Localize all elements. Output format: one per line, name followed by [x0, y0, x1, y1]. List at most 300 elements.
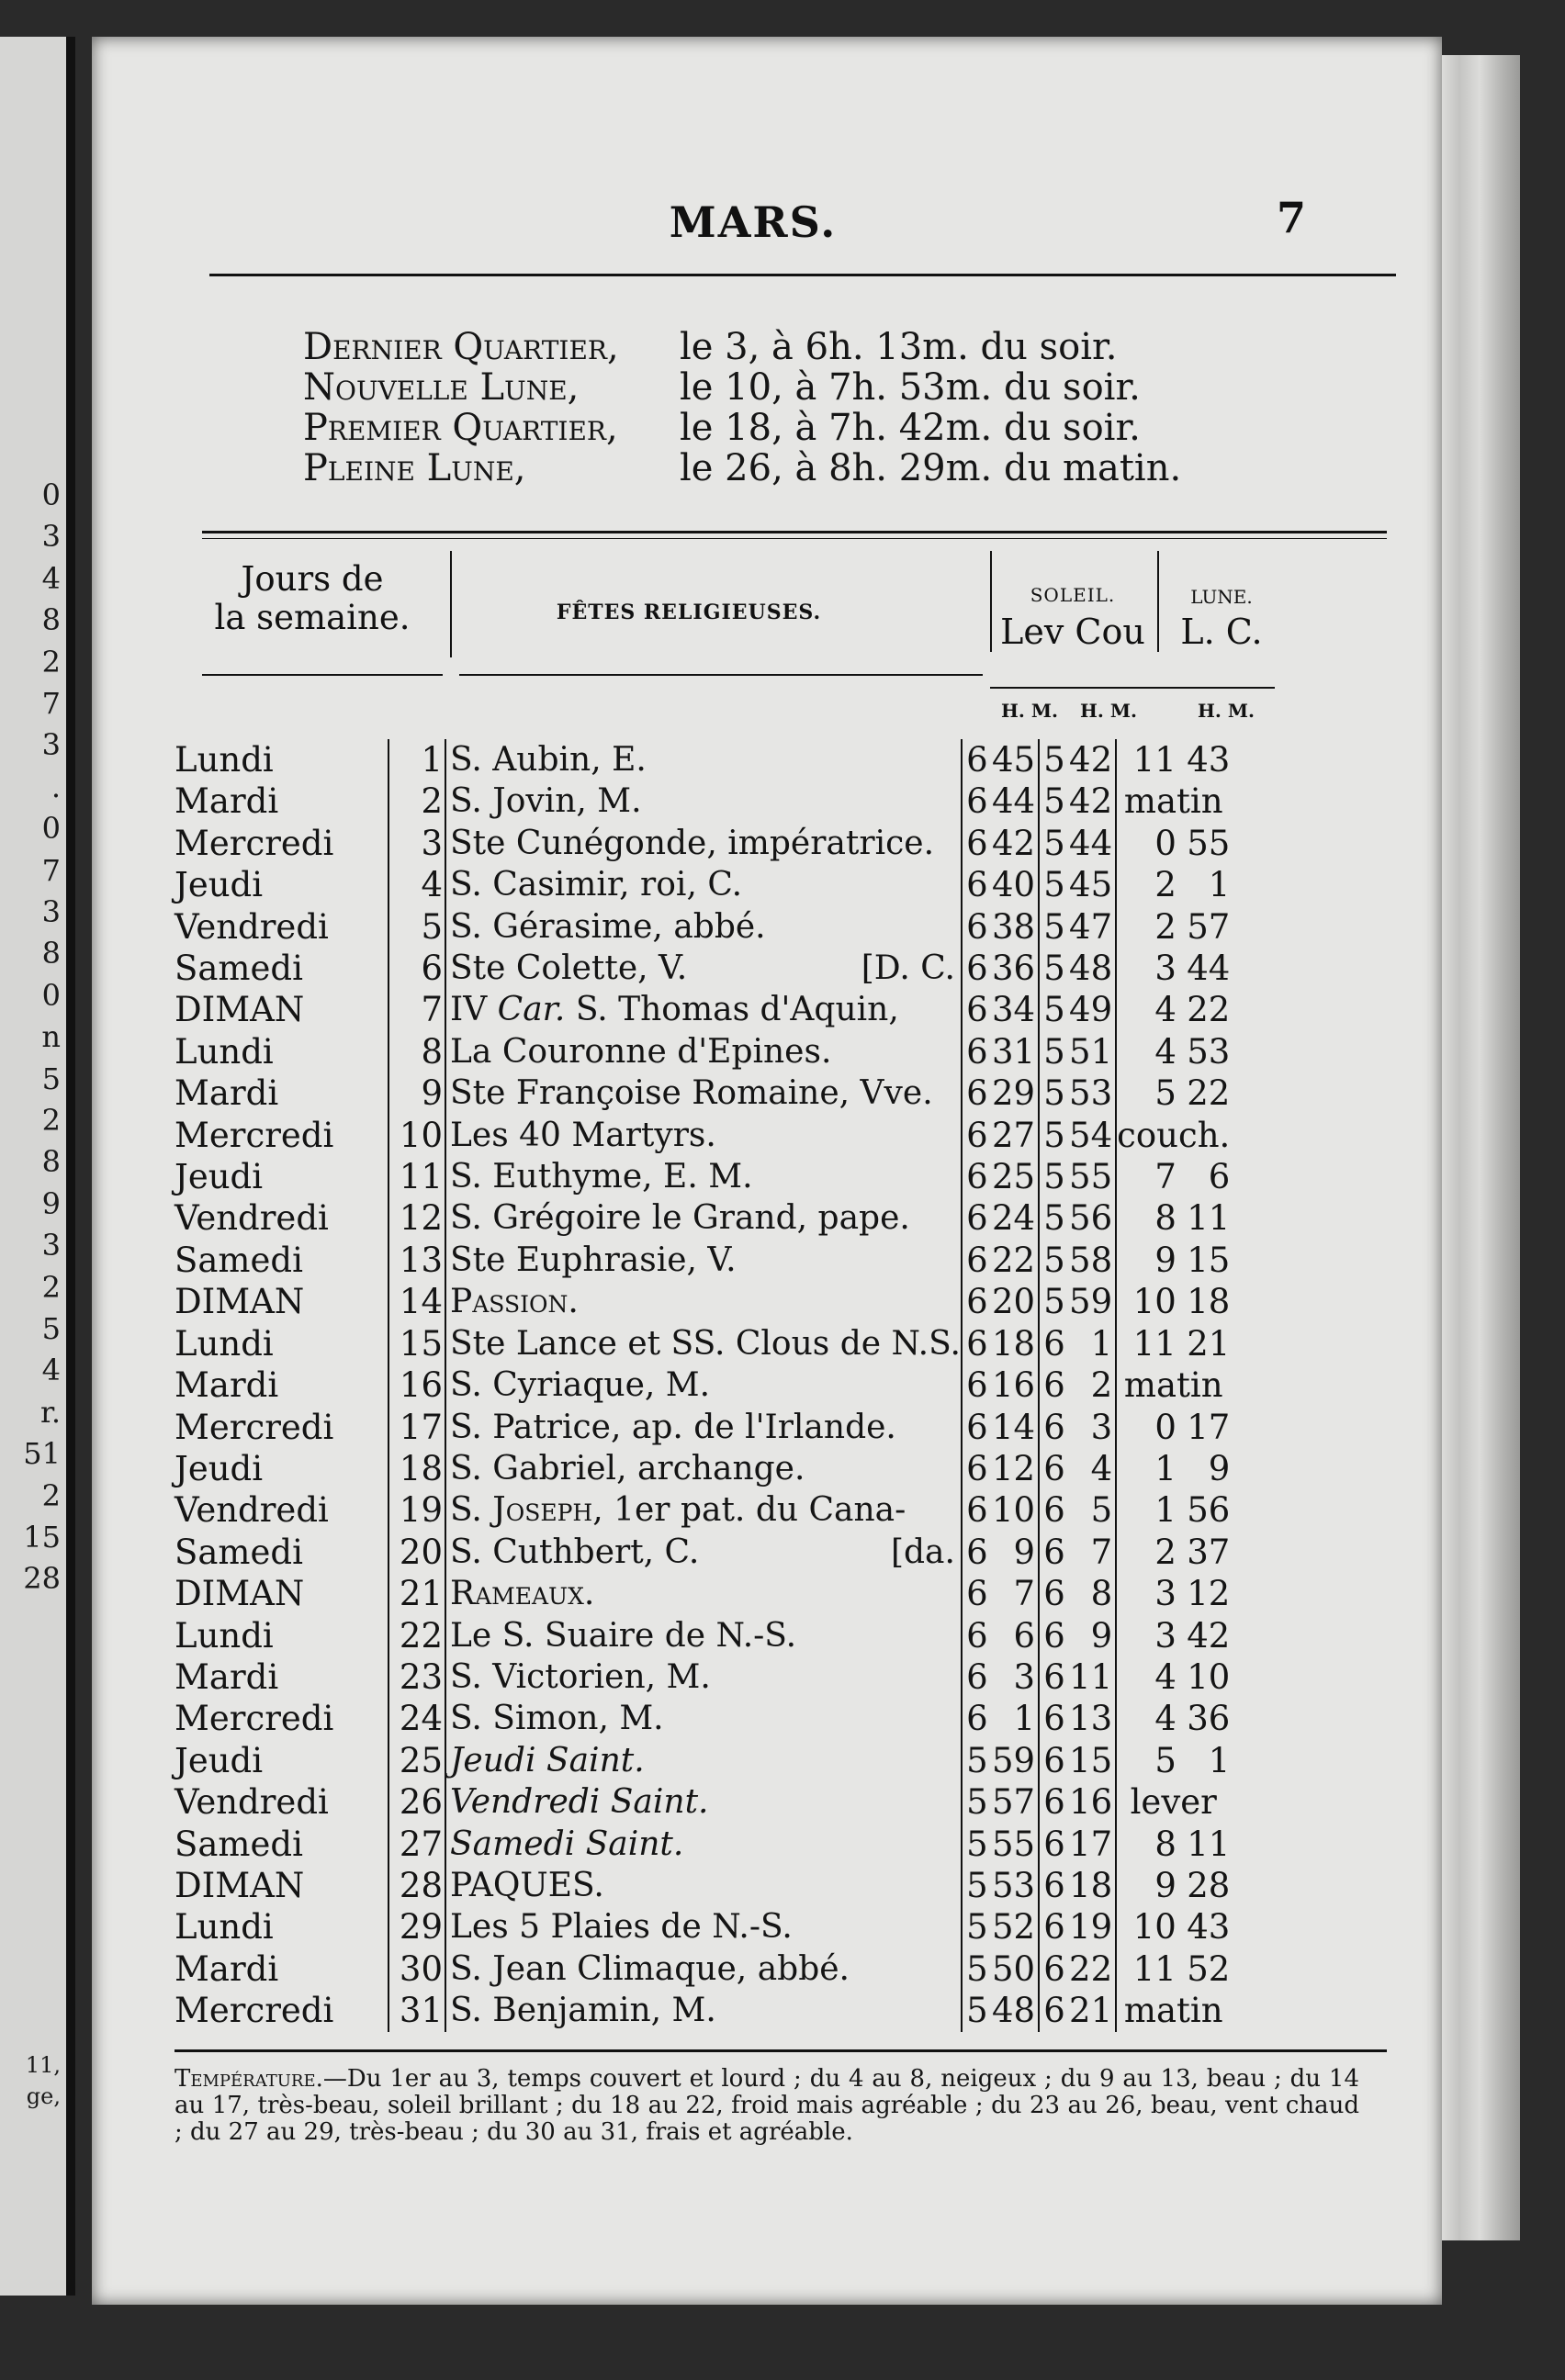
sunrise-minute: 3 — [1013, 1656, 1036, 1697]
moon-minute: 15 — [1187, 1240, 1231, 1280]
sunset-minute: 4 — [1090, 1448, 1113, 1488]
sunrise-minute: 7 — [1013, 1574, 1036, 1614]
sunrise-minute: 18 — [991, 1323, 1036, 1364]
calendar-row — [175, 1906, 1230, 1948]
sunrise-hour: 6 — [962, 1364, 992, 1406]
feast-text: S. Patrice, ap. de l'Irlande. — [450, 1408, 896, 1446]
day-number: 25 — [388, 1740, 445, 1781]
day-number: 28 — [388, 1865, 445, 1906]
moon-phase-time: le 10, à 7h. 53m. du soir. — [680, 366, 1141, 409]
weekday: Samedi — [175, 1532, 303, 1572]
sunset-hour: 6 — [1039, 1740, 1069, 1781]
header-fetes: FÊTES RELIGIEUSES. — [556, 601, 822, 624]
margin-fragment: 11, — [25, 2052, 61, 2078]
feast-name — [445, 1407, 962, 1448]
sunset-minute: 53 — [1069, 1073, 1113, 1114]
moon-phase-row — [303, 447, 1182, 489]
feast-text: S. Victorien, M. — [450, 1657, 711, 1696]
calendar-row — [175, 989, 1230, 1030]
feast-text: , 1er pat. du Cana- — [592, 1491, 906, 1530]
day-number: 7 — [388, 989, 445, 1030]
sunrise-hour: 6 — [962, 739, 992, 780]
weekday: Lundi — [175, 1615, 274, 1656]
sunset-hour: 5 — [1039, 948, 1069, 989]
calendar-row — [175, 1407, 1230, 1448]
margin-fragment: ge, — [26, 2083, 61, 2109]
moon-hour: 2 — [1116, 864, 1177, 905]
page-number: 7 — [1277, 193, 1307, 242]
sunrise-hour: 6 — [962, 1448, 992, 1489]
margin-fragment: 15 — [23, 1520, 61, 1555]
sunset-minute: 42 — [1069, 781, 1113, 822]
day-number: 2 — [388, 780, 445, 822]
weekday: Samedi — [175, 949, 303, 989]
feast-text: S. Jean Climaque, abbé. — [450, 1949, 850, 1988]
header-soleil-cols: Lev Cou — [1000, 612, 1145, 652]
feast-text: Ste Euphrasie, V. — [450, 1241, 737, 1279]
feast-italic: Car. — [497, 991, 566, 1029]
calendar-row — [175, 1115, 1230, 1156]
day-number: 31 — [388, 1990, 445, 2031]
feast-name — [445, 1072, 962, 1114]
feast-name — [445, 1323, 962, 1364]
moon-phase-time: le 3, à 6h. 13m. du soir. — [680, 326, 1118, 368]
sunset-hour: 5 — [1039, 989, 1069, 1030]
moon-hour: 9 — [1116, 1865, 1177, 1906]
calendar-row — [175, 1573, 1230, 1614]
weekday: DIMAN — [175, 1574, 305, 1614]
weekday: Vendredi — [175, 1490, 329, 1531]
moon-phase-row — [303, 407, 1141, 449]
sunrise-hour: 6 — [962, 1532, 992, 1573]
moon-minute: 11 — [1187, 1198, 1231, 1239]
sunset-hour: 5 — [1039, 1031, 1069, 1072]
sunset-minute: 54 — [1069, 1115, 1113, 1155]
calendar-row — [175, 864, 1230, 905]
sunrise-hour: 5 — [962, 1948, 992, 1990]
header-divider-1 — [450, 551, 452, 657]
weekday: DIMAN — [175, 1865, 305, 1905]
weekday: Jeudi — [175, 1740, 264, 1780]
moon-hour: 4 — [1116, 1698, 1177, 1739]
moon-event: matin — [1116, 1990, 1230, 2031]
feast-prefix: IV — [450, 991, 498, 1029]
sunrise-minute: 53 — [991, 1865, 1036, 1905]
sunrise-minute: 1 — [1013, 1699, 1036, 1739]
calendar-row — [175, 1740, 1230, 1781]
sunset-hour: 6 — [1039, 1906, 1069, 1948]
margin-fragment: 2 — [41, 1269, 61, 1305]
feast-text: S. Jovin, M. — [450, 782, 642, 821]
moon-minute: 37 — [1187, 1532, 1231, 1572]
moon-minute: 17 — [1187, 1407, 1231, 1447]
sunset-hour: 6 — [1039, 1824, 1069, 1865]
calendar-row — [175, 1781, 1230, 1823]
day-number: 3 — [388, 823, 445, 864]
moon-hour: 8 — [1116, 1824, 1177, 1865]
weekday: Vendredi — [175, 1198, 329, 1239]
moon-phase-name: Dernier Quartier, — [303, 326, 619, 368]
feast-name — [445, 1865, 962, 1906]
sunset-minute: 48 — [1069, 949, 1113, 989]
sunrise-minute: 12 — [991, 1448, 1036, 1488]
gutter-shadow — [66, 37, 75, 2296]
weekday: Mardi — [175, 1656, 279, 1697]
sunset-minute: 51 — [1069, 1031, 1113, 1072]
facing-page-edge — [0, 37, 75, 2296]
day-number: 24 — [388, 1698, 445, 1739]
header-jours-line2: la semaine. — [214, 598, 411, 637]
day-number: 17 — [388, 1407, 445, 1448]
moon-minute: 11 — [1187, 1824, 1231, 1864]
sunset-hour: 6 — [1039, 1364, 1069, 1406]
top-rule — [209, 274, 1396, 276]
day-number: 20 — [388, 1532, 445, 1573]
sunrise-hour: 6 — [962, 1072, 992, 1114]
feast-name — [445, 739, 962, 780]
margin-fragment: 9 — [41, 1185, 61, 1221]
feast-text: S. Aubin, E. — [450, 741, 647, 779]
calendar-row — [175, 1532, 1230, 1573]
feast-text: Ste Lance et SS. Clous de N.S. — [450, 1324, 961, 1363]
weekday: Mardi — [175, 1365, 279, 1406]
day-number: 21 — [388, 1573, 445, 1614]
sunset-minute: 5 — [1090, 1490, 1113, 1531]
sunrise-hour: 6 — [962, 1031, 992, 1072]
weekday: Mercredi — [175, 823, 334, 863]
day-number: 15 — [388, 1323, 445, 1364]
sunset-minute: 1 — [1090, 1323, 1113, 1364]
calendar-row — [175, 948, 1230, 989]
feast-italic: Samedi Saint. — [450, 1824, 684, 1863]
calendar-row — [175, 1948, 1230, 1990]
sunset-hour: 6 — [1039, 1698, 1069, 1739]
header-soleil: SOLEIL. — [1030, 584, 1116, 606]
moon-hour: 4 — [1116, 1031, 1177, 1072]
sunrise-minute: 57 — [991, 1782, 1036, 1823]
weekday: Lundi — [175, 1907, 274, 1948]
calendar-row — [175, 1281, 1230, 1322]
sunset-minute: 49 — [1069, 990, 1113, 1030]
feast-name — [445, 1573, 962, 1614]
sunrise-hour: 6 — [962, 1240, 992, 1281]
sunset-hour: 5 — [1039, 1115, 1069, 1156]
sunrise-hour: 6 — [962, 1489, 992, 1531]
feast-name — [445, 1115, 962, 1156]
sunrise-minute: 52 — [991, 1907, 1036, 1948]
sunrise-hour: 6 — [962, 1156, 992, 1197]
sunset-hour: 6 — [1039, 1573, 1069, 1614]
day-number: 1 — [388, 739, 445, 780]
weekday: Lundi — [175, 1031, 274, 1072]
sunset-minute: 16 — [1069, 1782, 1113, 1823]
sunset-minute: 42 — [1069, 740, 1113, 780]
header-jours-line1: Jours de — [241, 559, 384, 599]
sunset-minute: 19 — [1069, 1907, 1113, 1948]
day-number: 29 — [388, 1906, 445, 1948]
day-number: 18 — [388, 1448, 445, 1489]
moon-phase-time: le 26, à 8h. 29m. du matin. — [680, 447, 1182, 489]
sunrise-minute: 38 — [991, 906, 1036, 947]
header-underline-nums — [990, 687, 1275, 689]
feast-smallcaps: Rameaux. — [450, 1575, 595, 1613]
sunset-minute: 55 — [1069, 1157, 1113, 1197]
weekday: Jeudi — [175, 1448, 264, 1488]
feast-text: S. Euthyme, E. M. — [450, 1158, 753, 1196]
feast-text: Les 40 Martyrs. — [450, 1116, 716, 1154]
day-number: 23 — [388, 1656, 445, 1698]
moon-hour: 2 — [1116, 1532, 1177, 1573]
sunrise-minute: 40 — [991, 865, 1036, 905]
temperature-note — [175, 2066, 1359, 2146]
moon-minute: 10 — [1187, 1656, 1231, 1697]
weekday: Mercredi — [175, 1115, 334, 1155]
moon-event: lever — [1116, 1781, 1230, 1823]
feast-text: S. Gabriel, archange. — [450, 1449, 805, 1488]
margin-fragment: 3 — [41, 1228, 61, 1263]
calendar-table — [175, 739, 1230, 2032]
moon-minute: 1 — [1208, 865, 1231, 905]
feast-name — [445, 989, 962, 1030]
sunrise-minute: 10 — [991, 1490, 1036, 1531]
sunset-hour: 6 — [1039, 1656, 1069, 1698]
feast-text: S. Casimir, roi, C. — [450, 866, 743, 904]
calendar-row — [175, 1156, 1230, 1197]
feast-name — [445, 1240, 962, 1281]
sunset-minute: 11 — [1069, 1656, 1113, 1697]
moon-hour: 11 — [1116, 739, 1177, 780]
feast-name — [445, 1532, 962, 1573]
sunset-minute: 7 — [1090, 1532, 1113, 1572]
table-bottom-rule — [175, 2049, 1387, 2052]
day-number: 11 — [388, 1156, 445, 1197]
feast-name — [445, 906, 962, 948]
margin-fragment: 5 — [41, 1311, 61, 1346]
sunset-hour: 5 — [1039, 1281, 1069, 1322]
sunset-minute: 56 — [1069, 1198, 1113, 1239]
feast-italic: Jeudi Saint. — [450, 1741, 645, 1779]
day-number: 10 — [388, 1115, 445, 1156]
moon-minute: 52 — [1187, 1948, 1231, 1989]
moon-hour: 5 — [1116, 1072, 1177, 1114]
sunrise-minute: 44 — [991, 781, 1036, 822]
moon-minute: 21 — [1187, 1323, 1231, 1364]
moon-minute: 43 — [1187, 740, 1231, 780]
sunrise-hour: 6 — [962, 1115, 992, 1156]
margin-fragment: 51 — [23, 1436, 61, 1472]
weekday: Jeudi — [175, 865, 264, 905]
header-hm-lev: H. M. — [1001, 700, 1058, 722]
calendar-row — [175, 1698, 1230, 1739]
moon-hour: 3 — [1116, 948, 1177, 989]
moon-hour: 0 — [1116, 823, 1177, 864]
day-number: 30 — [388, 1948, 445, 1990]
sunrise-hour: 6 — [962, 1573, 992, 1614]
moon-phase-row — [303, 366, 1141, 409]
moon-minute: 43 — [1187, 1907, 1231, 1948]
weekday: Mardi — [175, 1948, 279, 1989]
feast-text: Ste Françoise Romaine, Vve. — [450, 1074, 933, 1113]
sunrise-minute: 24 — [991, 1198, 1036, 1239]
feast-text: S. Thomas d'Aquin, — [565, 991, 899, 1029]
margin-fragment: 8 — [41, 1144, 61, 1180]
table-top-rule — [202, 531, 1387, 533]
sunrise-hour: 5 — [962, 1865, 992, 1906]
moon-minute: 36 — [1187, 1699, 1231, 1739]
sunset-minute: 59 — [1069, 1282, 1113, 1322]
sunset-minute: 8 — [1090, 1574, 1113, 1614]
calendar-row — [175, 780, 1230, 822]
feast-text: Les 5 Plaies de N.-S. — [450, 1908, 793, 1947]
feast-name — [445, 1156, 962, 1197]
margin-fragment: 5 — [41, 1061, 61, 1096]
moon-hour: 5 — [1116, 1740, 1177, 1781]
feast-text: Ste Cunégonde, impératrice. — [450, 824, 935, 862]
temperature-label: Température. — [175, 2065, 323, 2093]
feast-text: PAQUES. — [450, 1866, 604, 1904]
feast-name — [445, 1824, 962, 1865]
sunset-hour: 5 — [1039, 864, 1069, 905]
moon-phase-name: Nouvelle Lune, — [303, 366, 580, 409]
sunrise-minute: 16 — [991, 1365, 1036, 1406]
margin-fragment: r. — [40, 1394, 61, 1430]
feast-text: S. Benjamin, M. — [450, 1992, 716, 2030]
moon-minute: 12 — [1187, 1574, 1231, 1614]
sunrise-hour: 6 — [962, 989, 992, 1030]
sunset-minute: 3 — [1090, 1407, 1113, 1447]
sunset-hour: 6 — [1039, 1865, 1069, 1906]
feast-name — [445, 948, 962, 989]
moon-event: couch. — [1117, 1115, 1231, 1155]
moon-hour: 2 — [1116, 906, 1177, 948]
feast-name — [445, 1197, 962, 1239]
header-lune: LUNE. — [1190, 586, 1253, 608]
calendar-row — [175, 823, 1230, 864]
moon-hour: 9 — [1116, 1240, 1177, 1281]
moon-hour: 4 — [1116, 989, 1177, 1030]
sunrise-hour: 5 — [962, 1781, 992, 1823]
margin-fragment: 28 — [23, 1561, 61, 1597]
sunset-hour: 6 — [1039, 1615, 1069, 1656]
calendar-row — [175, 1323, 1230, 1364]
feast-name — [445, 864, 962, 905]
weekday: Jeudi — [175, 1157, 264, 1197]
sunset-hour: 6 — [1039, 1781, 1069, 1823]
sunrise-hour: 6 — [962, 1323, 992, 1364]
sunset-hour: 5 — [1039, 1156, 1069, 1197]
moon-hour: 10 — [1116, 1906, 1177, 1948]
calendar-row — [175, 1489, 1230, 1531]
moon-hour: 4 — [1116, 1656, 1177, 1698]
day-number: 19 — [388, 1489, 445, 1531]
sunrise-hour: 6 — [962, 1281, 992, 1322]
moon-phase-row — [303, 326, 1118, 368]
sunrise-hour: 5 — [962, 1824, 992, 1865]
weekday: Lundi — [175, 1323, 274, 1364]
sunrise-hour: 5 — [962, 1906, 992, 1948]
moon-hour: 3 — [1116, 1573, 1177, 1614]
feast-text: S. Cyriaque, M. — [450, 1366, 711, 1405]
feast-name — [445, 1698, 962, 1739]
feast-smallcaps: Passion. — [450, 1283, 579, 1321]
moon-event: matin — [1116, 1364, 1230, 1406]
sunrise-hour: 6 — [962, 823, 992, 864]
sunset-hour: 5 — [1039, 780, 1069, 822]
sunrise-hour: 6 — [962, 1698, 992, 1739]
moon-hour: 0 — [1116, 1407, 1177, 1448]
feast-name — [445, 780, 962, 822]
calendar-row — [175, 1364, 1230, 1406]
calendar-row — [175, 739, 1230, 780]
moon-minute: 22 — [1187, 990, 1231, 1030]
margin-fragment: 4 — [41, 1353, 61, 1388]
calendar-row — [175, 1031, 1230, 1072]
feast-text: S. Gérasime, abbé. — [450, 907, 766, 946]
feast-name — [445, 1031, 962, 1072]
table-top-rule-2 — [202, 538, 1387, 539]
sunrise-minute: 6 — [1013, 1615, 1036, 1656]
sunset-hour: 5 — [1039, 739, 1069, 780]
sunset-hour: 6 — [1039, 1489, 1069, 1531]
moon-minute: 42 — [1187, 1615, 1231, 1656]
sunrise-minute: 22 — [991, 1240, 1036, 1280]
sunrise-hour: 5 — [962, 1740, 992, 1781]
header-lune-cols: L. C. — [1180, 612, 1263, 652]
sunrise-minute: 20 — [991, 1282, 1036, 1322]
feast-text: Le S. Suaire de N.-S. — [450, 1616, 797, 1655]
sunrise-minute: 45 — [991, 740, 1036, 780]
sunset-minute: 2 — [1090, 1365, 1113, 1406]
sunrise-hour: 6 — [962, 1615, 992, 1656]
sunset-minute: 22 — [1069, 1948, 1113, 1989]
sunrise-minute: 50 — [991, 1948, 1036, 1989]
moon-minute: 22 — [1187, 1073, 1231, 1114]
sunset-hour: 5 — [1039, 823, 1069, 864]
calendar-row — [175, 1072, 1230, 1114]
moon-hour: 1 — [1116, 1489, 1177, 1531]
margin-fragment: 2 — [41, 1103, 61, 1138]
weekday: DIMAN — [175, 1282, 305, 1322]
moon-hour: 3 — [1116, 1615, 1177, 1656]
margin-fragment: 7 — [41, 852, 61, 888]
moon-minute: 57 — [1187, 906, 1231, 947]
feast-name — [445, 823, 962, 864]
day-number: 9 — [388, 1072, 445, 1114]
weekday: Vendredi — [175, 906, 329, 947]
sunrise-hour: 6 — [962, 1656, 992, 1698]
moon-hour: 1 — [1116, 1448, 1177, 1489]
sunset-hour: 5 — [1039, 1197, 1069, 1239]
calendar-row — [175, 1240, 1230, 1281]
sunset-minute: 47 — [1069, 906, 1113, 947]
weekday: Mercredi — [175, 1407, 334, 1447]
sunrise-minute: 48 — [991, 1991, 1036, 2031]
calendar-row — [175, 1448, 1230, 1489]
day-number: 26 — [388, 1781, 445, 1823]
feast-name — [445, 1906, 962, 1948]
moon-hour: 8 — [1116, 1197, 1177, 1239]
feast-name — [445, 1781, 962, 1823]
sunset-hour: 6 — [1039, 1448, 1069, 1489]
weekday: Mercredi — [175, 1699, 334, 1739]
moon-hour: 7 — [1116, 1156, 1177, 1197]
sunrise-hour: 6 — [962, 906, 992, 948]
moon-minute: 6 — [1208, 1157, 1231, 1197]
feast-text: La Couronne d'Epines. — [450, 1032, 832, 1071]
moon-minute: 9 — [1208, 1448, 1231, 1488]
moon-minute: 56 — [1187, 1490, 1231, 1531]
margin-fragment: 0 — [41, 811, 61, 847]
